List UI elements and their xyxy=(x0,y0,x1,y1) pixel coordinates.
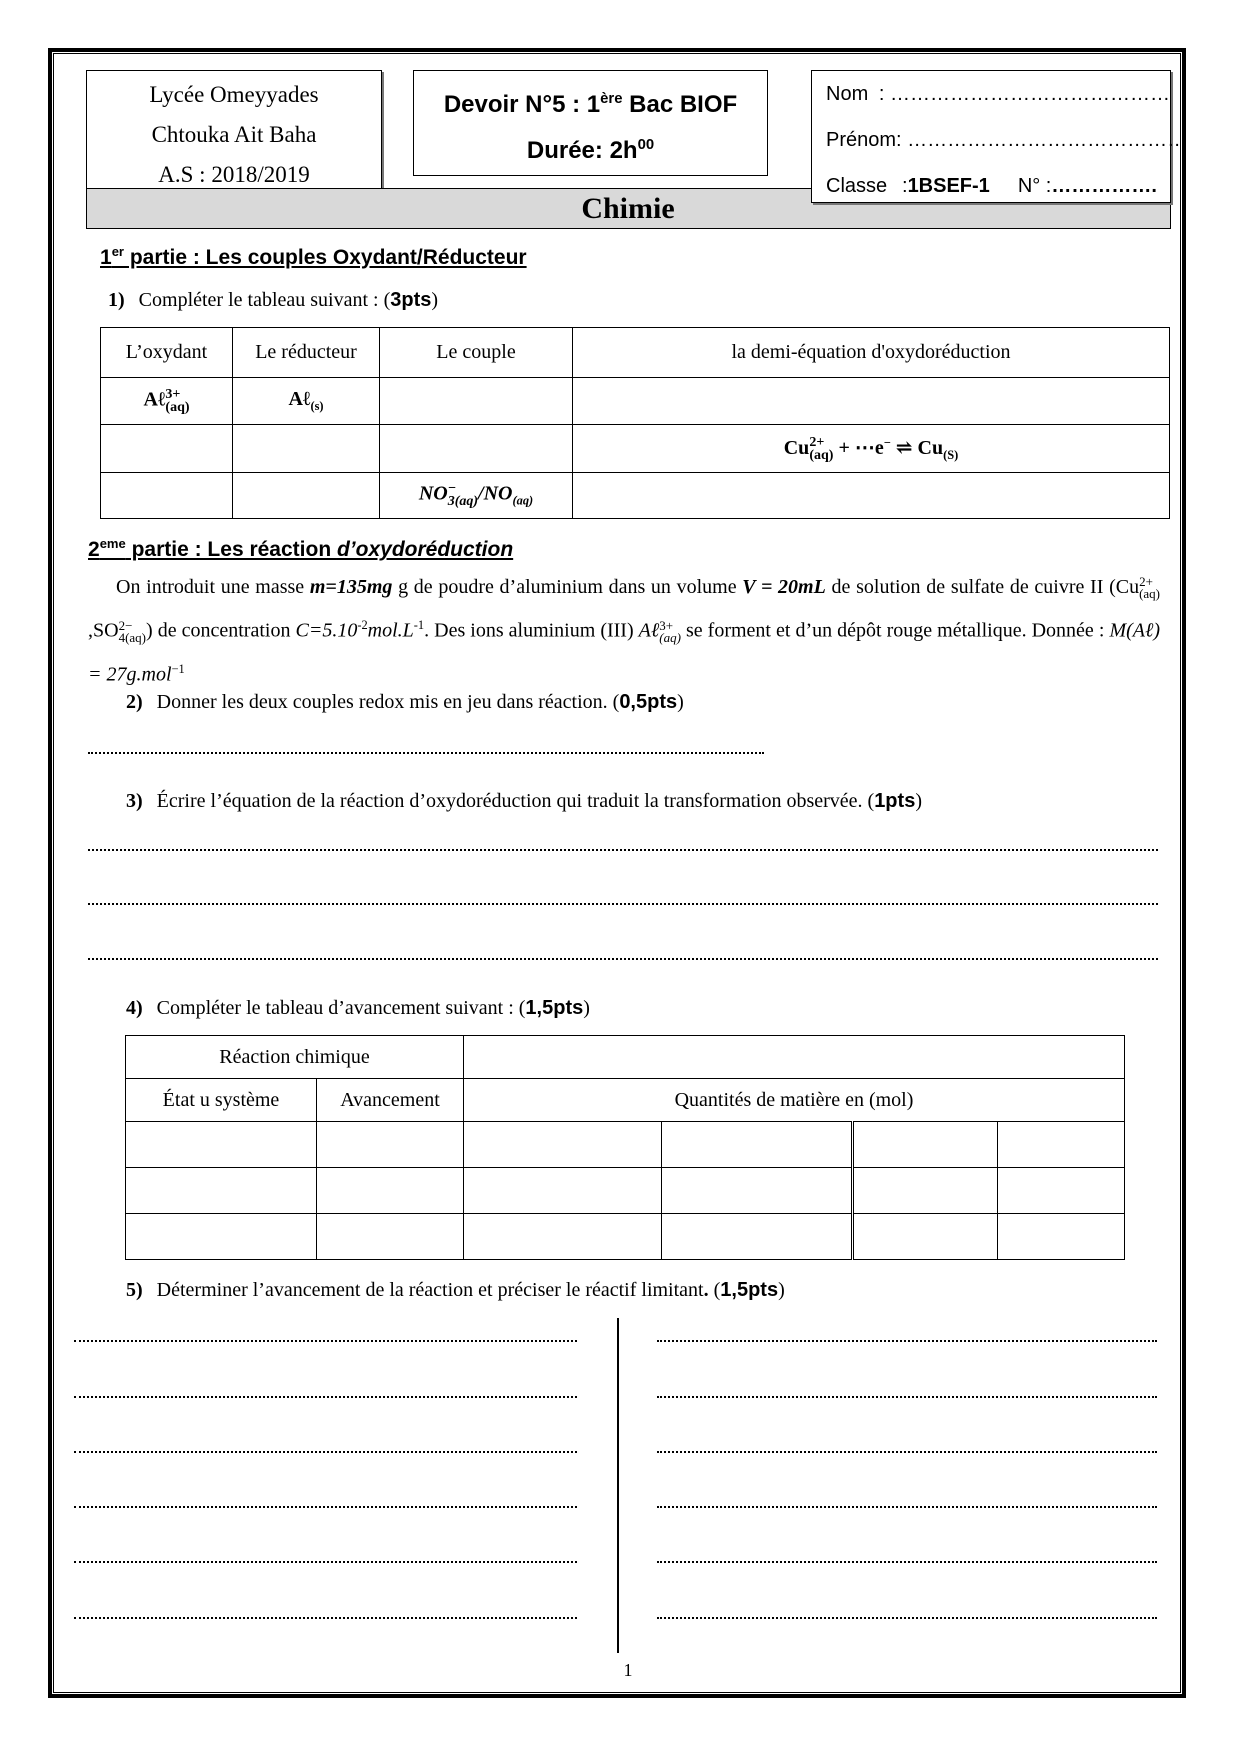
cell-half-equation-cu: Cu 2+ (aq) + ⋯e− ⇌ $Cu_{(S)}$ xyxy=(573,425,1170,473)
cell-empty[interactable] xyxy=(126,1122,317,1168)
column-divider xyxy=(617,1318,619,1653)
table-row xyxy=(126,1079,1125,1122)
answer-line[interactable] xyxy=(657,1340,1157,1342)
cell-reductor-empty[interactable] xyxy=(233,473,380,519)
redox-table xyxy=(100,327,1170,519)
cell-empty[interactable] xyxy=(317,1168,464,1214)
table-row xyxy=(101,378,1170,425)
answer-line[interactable] xyxy=(74,1340,577,1342)
name-row[interactable]: Nom : …………………………………… xyxy=(826,83,1170,105)
answer-line[interactable] xyxy=(74,1506,577,1508)
cell-reaction-equation[interactable] xyxy=(464,1036,1125,1079)
answer-line[interactable] xyxy=(657,1561,1157,1563)
student-info-box xyxy=(811,70,1188,203)
question-3: 3) Écrire l’équation de la réaction d’oxydoréduction qui traduit la transformation observée. (1pts) xyxy=(126,790,922,812)
answer-line[interactable] xyxy=(74,1451,577,1453)
cell-couple-no3: NO − 3(aq) $/NO_{(aq)}$ xyxy=(380,473,573,519)
header-half-equation: la demi-équation d'oxydoréduction xyxy=(573,328,1170,378)
cell-oxidant-empty[interactable] xyxy=(101,425,233,473)
cell-empty[interactable] xyxy=(998,1214,1125,1260)
answer-line[interactable] xyxy=(657,1506,1157,1508)
answer-line[interactable] xyxy=(88,958,1158,960)
table-row xyxy=(126,1036,1125,1079)
table-row xyxy=(126,1168,1125,1214)
cell-quantities-label: Quantités de matière en (mol) xyxy=(464,1079,1125,1122)
cell-empty[interactable] xyxy=(853,1214,998,1260)
header-oxidant: L’oxydant xyxy=(101,328,233,378)
cell-reductor-empty[interactable] xyxy=(233,425,380,473)
question-2: 2) Donner les deux couples redox mis en jeu dans réaction. (0,5pts) xyxy=(126,691,684,713)
cell-empty[interactable] xyxy=(853,1168,998,1214)
cell-empty[interactable] xyxy=(317,1122,464,1168)
table-row xyxy=(126,1122,1125,1168)
answer-line[interactable] xyxy=(74,1561,577,1563)
exam-title-box xyxy=(413,70,768,176)
cell-reductor: Aℓ$_{(s)}$ xyxy=(233,378,380,425)
table-row xyxy=(126,1214,1125,1260)
answer-line[interactable] xyxy=(74,1617,577,1619)
question-1: 1) Compléter le tableau suivant : (3pts) xyxy=(108,289,439,311)
school-year: A.S : 2018/2019 xyxy=(158,162,310,187)
cell-couple-empty[interactable] xyxy=(380,378,573,425)
school-city: Chtouka Ait Baha xyxy=(151,122,317,147)
answer-line[interactable] xyxy=(88,903,1158,905)
table-header-row xyxy=(101,328,1170,378)
cell-empty[interactable] xyxy=(998,1168,1125,1214)
question-4: 4) Compléter le tableau d’avancement suivant : (1,5pts) xyxy=(126,997,590,1019)
table-row xyxy=(101,425,1170,473)
subject-title: Chimie xyxy=(581,192,675,225)
header-couple: Le couple xyxy=(380,328,573,378)
cell-empty[interactable] xyxy=(662,1122,853,1168)
cell-equation-empty[interactable] xyxy=(573,473,1170,519)
question-5: 5) Déterminer l’avancement de la réaction et préciser le réactif limitant. (1,5pts) xyxy=(126,1279,785,1301)
cell-oxidant-empty[interactable] xyxy=(101,473,233,519)
answer-line[interactable] xyxy=(88,849,1158,851)
cell-empty[interactable] xyxy=(662,1168,853,1214)
part2-title: 2eme partie : Les réaction d’oxydoréduction xyxy=(88,536,514,561)
cell-equation-empty[interactable] xyxy=(573,378,1170,425)
exam-title: Devoir N°5 : 1ère Bac BIOF xyxy=(443,91,738,118)
answer-line[interactable] xyxy=(657,1451,1157,1453)
cell-empty[interactable] xyxy=(662,1214,853,1260)
answer-line[interactable] xyxy=(88,752,764,754)
cell-reaction-label: Réaction chimique xyxy=(126,1036,464,1079)
cell-oxidant: Aℓ 3+ (aq) xyxy=(101,378,233,425)
cell-empty[interactable] xyxy=(126,1214,317,1260)
school-box xyxy=(86,70,382,203)
cell-empty[interactable] xyxy=(464,1214,662,1260)
part1-title: 1er partie : Les couples Oxydant/Réducteur xyxy=(100,244,527,269)
page-number: 1 xyxy=(623,1660,633,1680)
exam-duration: Durée: $2h^{00}$ xyxy=(526,137,655,164)
answer-line[interactable] xyxy=(657,1396,1157,1398)
problem-statement: On introduit une masse m=135mg g de poudre d’aluminium dans un volume V = 20mL de solution de sulfate de cuivre II (Cu 2+ (aq) ,SO 2− 4(aq) ) de concentration $C=5.10^{-2}mol.L^{-1}$. Des ions aluminium (III) Aℓ 3+ (aq) se forment et d’un dépôt rouge métallique. Donnée : M(Aℓ) = 27g.mol$^{-1}$ xyxy=(88,574,1161,686)
advancement-table xyxy=(125,1035,1125,1260)
header-reductor: Le réducteur xyxy=(233,328,380,378)
cell-state-label: État u système xyxy=(126,1079,317,1122)
cell-empty[interactable] xyxy=(464,1122,662,1168)
table-row xyxy=(101,473,1170,519)
cell-empty[interactable] xyxy=(853,1122,998,1168)
cell-empty[interactable] xyxy=(464,1168,662,1214)
cell-couple-empty[interactable] xyxy=(380,425,573,473)
cell-empty[interactable] xyxy=(126,1168,317,1214)
school-name: Lycée Omeyyades xyxy=(149,82,319,107)
class-row[interactable]: Classe : 1BSEF-1 N° : ……………. xyxy=(826,175,1157,197)
cell-empty[interactable] xyxy=(317,1214,464,1260)
cell-empty[interactable] xyxy=(998,1122,1125,1168)
firstname-row[interactable]: Prénom : …………………………………… xyxy=(826,129,1188,151)
answer-line[interactable] xyxy=(657,1617,1157,1619)
cell-advance-label: Avancement xyxy=(317,1079,464,1122)
answer-line[interactable] xyxy=(74,1396,577,1398)
